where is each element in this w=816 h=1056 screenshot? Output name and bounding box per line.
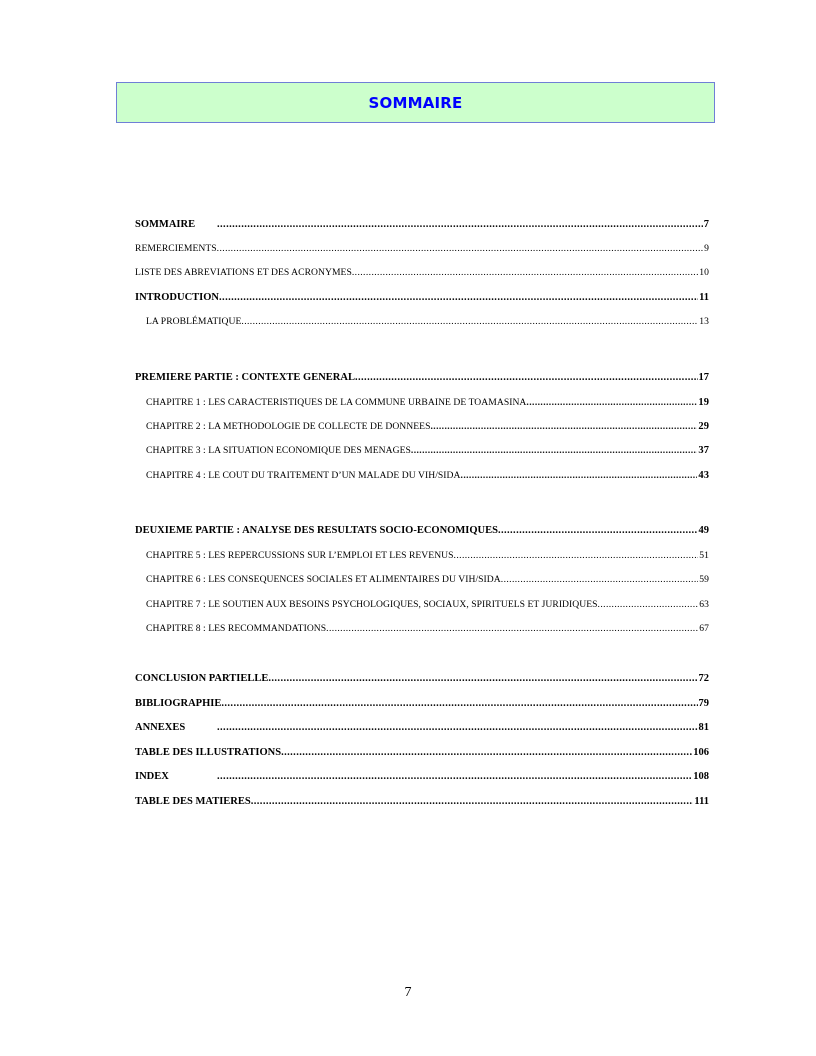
toc-entry-page: 43 bbox=[698, 470, 709, 481]
toc-leader-dots bbox=[461, 468, 698, 484]
toc-entry-label: DEUXIEME PARTIE : ANALYSE DES RESULTATS SOCIO-ECONOMIQUES bbox=[135, 525, 498, 536]
toc-entry-page: 51 bbox=[699, 550, 709, 561]
toc-entry-page: 67 bbox=[699, 623, 709, 634]
toc-entry-label: CHAPITRE 4 : LE COUT DU TRAITEMENT D’UN MALADE DU VIH/SIDA bbox=[146, 470, 461, 481]
toc-entry-deuxieme-partie[interactable] bbox=[135, 523, 709, 539]
toc-entry-chapitre-5[interactable] bbox=[146, 548, 709, 564]
toc-entry-remerciements[interactable] bbox=[135, 241, 709, 257]
toc-entry-label: INDEX bbox=[135, 771, 169, 782]
toc-leader-dots bbox=[454, 548, 699, 564]
toc-entry-index[interactable] bbox=[135, 769, 709, 785]
toc-entry-label: TABLE DES ILLUSTRATIONS bbox=[135, 747, 282, 758]
toc-entry-page: 72 bbox=[698, 673, 709, 684]
toc-entry-label: CHAPITRE 2 : LA METHODOLOGIE DE COLLECTE DE DONNEES bbox=[146, 421, 431, 432]
toc-entry-page: 59 bbox=[699, 574, 709, 585]
toc-entry-page: 29 bbox=[698, 421, 709, 432]
toc-entry-label: TABLE DES MATIERES bbox=[135, 796, 251, 807]
toc-entry-page: 10 bbox=[699, 267, 709, 278]
toc-entry-chapitre-2[interactable] bbox=[146, 419, 709, 435]
toc-entry-bibliographie[interactable] bbox=[135, 696, 709, 712]
toc-entry-label: LISTE DES ABREVIATIONS ET DES ACRONYMES bbox=[135, 267, 352, 278]
toc-entry-page: 19 bbox=[698, 397, 709, 408]
toc-entry-label: CHAPITRE 5 : LES REPERCUSSIONS SUR L’EMPLOI ET LES REVENUS bbox=[146, 550, 454, 561]
toc-entry-chapitre-8[interactable] bbox=[146, 621, 709, 637]
toc-entry-label: CHAPITRE 8 : LES RECOMMANDATIONS bbox=[146, 623, 327, 634]
toc-leader-dots bbox=[598, 597, 699, 613]
toc-leader-dots bbox=[251, 794, 694, 810]
toc-leader-dots bbox=[501, 572, 699, 588]
toc-leader-dots bbox=[219, 290, 698, 306]
toc-leader-dots bbox=[217, 720, 698, 736]
toc-entry-annexes[interactable] bbox=[135, 720, 709, 736]
toc-entry-chapitre-6[interactable] bbox=[146, 572, 709, 588]
toc-entry-label: CHAPITRE 3 : LA SITUATION ECONOMIQUE DES MENAGES bbox=[146, 445, 411, 456]
toc-leader-dots bbox=[352, 265, 698, 281]
toc-entry-conclusion[interactable] bbox=[135, 671, 709, 687]
toc-entry-page: 17 bbox=[698, 372, 709, 383]
toc-entry-label: CHAPITRE 6 : LES CONSEQUENCES SOCIALES ET ALIMENTAIRES DU VIH/SIDA bbox=[146, 574, 501, 585]
page-title: SOMMAIRE bbox=[368, 93, 463, 112]
toc-leader-dots bbox=[526, 395, 697, 411]
toc-leader-dots bbox=[411, 443, 697, 459]
toc-leader-dots bbox=[268, 671, 697, 687]
toc-leader-dots bbox=[498, 523, 698, 539]
toc-entry-label: CHAPITRE 7 : LE SOUTIEN AUX BESOINS PSYCHOLOGIQUES, SOCIAUX, SPIRITUELS ET JURIDIQUES bbox=[146, 599, 598, 610]
toc-leader-dots bbox=[241, 314, 698, 330]
toc-entry-illustrations[interactable] bbox=[135, 745, 709, 761]
toc-entry-label: ANNEXES bbox=[135, 722, 186, 733]
toc-entry-page: 13 bbox=[699, 316, 709, 327]
toc-leader-dots bbox=[355, 370, 698, 386]
toc-entry-problematique[interactable] bbox=[146, 314, 709, 330]
toc-entry-introduction[interactable] bbox=[135, 290, 709, 306]
toc-entry-chapitre-7[interactable] bbox=[146, 597, 709, 613]
toc-leader-dots bbox=[221, 696, 697, 712]
toc-entry-abreviations[interactable] bbox=[135, 265, 709, 281]
footer-page-number: 7 bbox=[404, 985, 412, 1000]
toc-leader-dots bbox=[217, 241, 703, 257]
toc-entry-page: 81 bbox=[698, 722, 709, 733]
toc-entry-label: LA PROBLÉMATIQUE bbox=[146, 316, 242, 327]
toc-entry-chapitre-1[interactable] bbox=[146, 395, 709, 411]
toc-entry-sommaire[interactable] bbox=[135, 217, 709, 233]
toc-entry-label: BIBLIOGRAPHIE bbox=[135, 698, 222, 709]
toc-entry-page: 108 bbox=[693, 771, 709, 782]
toc-entry-page: 7 bbox=[703, 219, 709, 230]
toc-entry-page: 63 bbox=[699, 599, 709, 610]
toc-entry-page: 49 bbox=[698, 525, 709, 536]
toc-entry-label: PREMIERE PARTIE : CONTEXTE GENERAL bbox=[135, 372, 355, 383]
toc-entry-premiere-partie[interactable] bbox=[135, 370, 709, 386]
toc-entry-chapitre-3[interactable] bbox=[146, 443, 709, 459]
toc-entry-label: REMERCIEMENTS bbox=[135, 243, 217, 254]
toc-entry-label: CHAPITRE 1 : LES CARACTERISTIQUES DE LA COMMUNE URBAINE DE TOAMASINA bbox=[146, 397, 527, 408]
toc-entry-label: INTRODUCTION bbox=[135, 292, 220, 303]
toc-entry-label: CONCLUSION PARTIELLE bbox=[135, 673, 269, 684]
toc-leader-dots bbox=[217, 769, 692, 785]
toc-leader-dots bbox=[430, 419, 697, 435]
toc-entry-label: SOMMAIRE bbox=[135, 219, 196, 230]
title-banner bbox=[116, 82, 715, 123]
toc-entry-page: 11 bbox=[699, 292, 709, 303]
toc-leader-dots bbox=[281, 745, 692, 761]
toc-entry-page: 111 bbox=[694, 796, 709, 807]
toc-leader-dots bbox=[217, 217, 703, 233]
toc-entry-page: 106 bbox=[693, 747, 709, 758]
toc-entry-page: 79 bbox=[698, 698, 709, 709]
toc-entry-chapitre-4[interactable] bbox=[146, 468, 709, 484]
toc-entry-page: 37 bbox=[698, 445, 709, 456]
toc-entry-matieres[interactable] bbox=[135, 794, 709, 810]
toc-entry-page: 9 bbox=[704, 243, 709, 254]
toc-leader-dots bbox=[326, 621, 698, 637]
